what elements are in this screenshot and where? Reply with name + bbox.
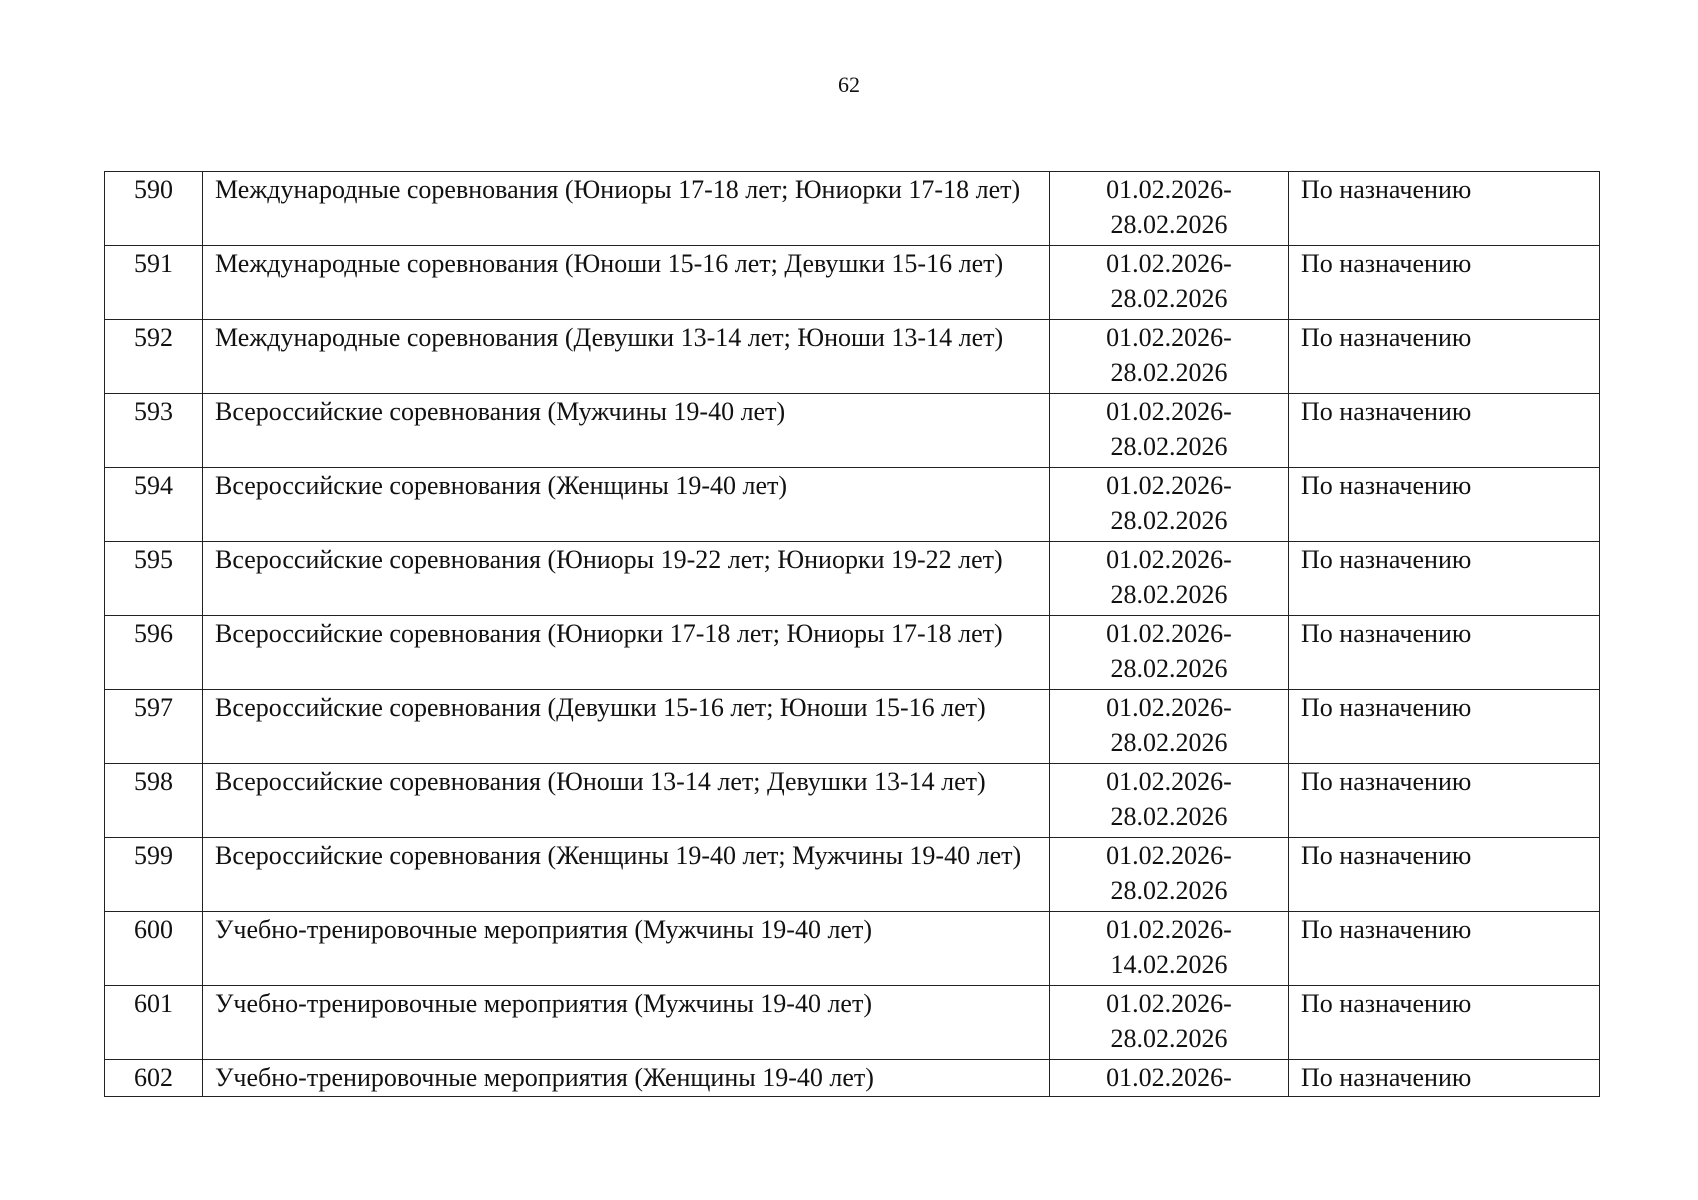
date-end: 28.02.2026 (1110, 1024, 1228, 1053)
table-row (105, 468, 1600, 542)
date-end: 28.02.2026 (1110, 284, 1228, 313)
row-number-cell: 601 (105, 986, 203, 1060)
date-end: 28.02.2026 (1110, 802, 1228, 831)
table-row (105, 172, 1600, 246)
date-start: 01.02.2026- (1106, 767, 1232, 796)
table-row (105, 690, 1600, 764)
date-range-cell (1050, 320, 1289, 394)
row-number-cell: 596 (105, 616, 203, 690)
table-row (105, 542, 1600, 616)
date-start: 01.02.2026- (1106, 1063, 1232, 1092)
date-start: 01.02.2026- (1106, 989, 1232, 1018)
date-start: 01.02.2026- (1106, 841, 1232, 870)
table-row (105, 616, 1600, 690)
date-range-cell (1050, 838, 1289, 912)
table-row (105, 394, 1600, 468)
date-start: 01.02.2026- (1106, 249, 1232, 278)
event-name-cell: Всероссийские соревнования (Мужчины 19-40 лет) (203, 394, 1050, 468)
row-number-cell: 598 (105, 764, 203, 838)
date-range-cell (1050, 690, 1289, 764)
venue-cell: По назначению (1289, 690, 1600, 764)
row-number-cell: 594 (105, 468, 203, 542)
date-end: 14.02.2026 (1110, 950, 1228, 979)
venue-cell: По назначению (1289, 986, 1600, 1060)
date-end: 28.02.2026 (1110, 728, 1228, 757)
date-range-cell (1050, 764, 1289, 838)
date-end: 28.02.2026 (1110, 876, 1228, 905)
table-row (105, 986, 1600, 1060)
venue-cell: По назначению (1289, 764, 1600, 838)
date-end: 28.02.2026 (1110, 432, 1228, 461)
event-name-cell: Международные соревнования (Девушки 13-14 лет; Юноши 13-14 лет) (203, 320, 1050, 394)
table-row (105, 838, 1600, 912)
events-table-body (105, 172, 1600, 1097)
date-start: 01.02.2026- (1106, 323, 1232, 352)
date-start: 01.02.2026- (1106, 545, 1232, 574)
date-range-cell (1050, 468, 1289, 542)
date-start: 01.02.2026- (1106, 397, 1232, 426)
date-end: 28.02.2026 (1110, 580, 1228, 609)
date-range-cell (1050, 986, 1289, 1060)
date-end: 28.02.2026 (1110, 358, 1228, 387)
venue-cell: По назначению (1289, 320, 1600, 394)
date-start: 01.02.2026- (1106, 471, 1232, 500)
venue-cell: По назначению (1289, 246, 1600, 320)
row-number-cell: 592 (105, 320, 203, 394)
page-number: 62 (838, 72, 860, 97)
table-row (105, 764, 1600, 838)
table-row (105, 1060, 1600, 1097)
event-name-cell: Всероссийские соревнования (Юниорки 17-18 лет; Юниоры 17-18 лет) (203, 616, 1050, 690)
date-start: 01.02.2026- (1106, 693, 1232, 722)
venue-cell: По назначению (1289, 542, 1600, 616)
venue-cell: По назначению (1289, 838, 1600, 912)
row-number-cell: 600 (105, 912, 203, 986)
event-name-cell: Всероссийские соревнования (Женщины 19-40 лет) (203, 468, 1050, 542)
event-name-cell: Всероссийские соревнования (Женщины 19-40 лет; Мужчины 19-40 лет) (203, 838, 1050, 912)
event-name-cell: Учебно-тренировочные мероприятия (Мужчины 19-40 лет) (203, 912, 1050, 986)
venue-cell: По назначению (1289, 616, 1600, 690)
event-name-cell: Учебно-тренировочные мероприятия (Женщины 19-40 лет) (203, 1060, 1050, 1097)
date-end: 28.02.2026 (1110, 210, 1228, 239)
date-range-cell (1050, 394, 1289, 468)
row-number-cell: 590 (105, 172, 203, 246)
table-row (105, 320, 1600, 394)
table-row (105, 912, 1600, 986)
row-number-cell: 597 (105, 690, 203, 764)
event-name-cell: Всероссийские соревнования (Юниоры 19-22 лет; Юниорки 19-22 лет) (203, 542, 1050, 616)
table-row (105, 246, 1600, 320)
row-number-cell: 602 (105, 1060, 203, 1097)
date-range-cell (1050, 1060, 1289, 1097)
events-table (104, 171, 1600, 1097)
date-start: 01.02.2026- (1106, 619, 1232, 648)
event-name-cell: Всероссийские соревнования (Юноши 13-14 лет; Девушки 13-14 лет) (203, 764, 1050, 838)
venue-cell: По назначению (1289, 1060, 1600, 1097)
venue-cell: По назначению (1289, 172, 1600, 246)
date-end: 28.02.2026 (1110, 654, 1228, 683)
venue-cell: По назначению (1289, 394, 1600, 468)
row-number-cell: 595 (105, 542, 203, 616)
date-range-cell (1050, 246, 1289, 320)
venue-cell: По назначению (1289, 468, 1600, 542)
event-name-cell: Учебно-тренировочные мероприятия (Мужчины 19-40 лет) (203, 986, 1050, 1060)
date-range-cell (1050, 542, 1289, 616)
date-start: 01.02.2026- (1106, 175, 1232, 204)
date-range-cell (1050, 172, 1289, 246)
row-number-cell: 599 (105, 838, 203, 912)
event-name-cell: Всероссийские соревнования (Девушки 15-16 лет; Юноши 15-16 лет) (203, 690, 1050, 764)
date-range-cell (1050, 616, 1289, 690)
event-name-cell: Международные соревнования (Юниоры 17-18 лет; Юниорки 17-18 лет) (203, 172, 1050, 246)
date-range-cell (1050, 912, 1289, 986)
venue-cell: По назначению (1289, 912, 1600, 986)
row-number-cell: 593 (105, 394, 203, 468)
date-start: 01.02.2026- (1106, 915, 1232, 944)
event-name-cell: Международные соревнования (Юноши 15-16 лет; Девушки 15-16 лет) (203, 246, 1050, 320)
row-number-cell: 591 (105, 246, 203, 320)
date-end: 28.02.2026 (1110, 506, 1228, 535)
